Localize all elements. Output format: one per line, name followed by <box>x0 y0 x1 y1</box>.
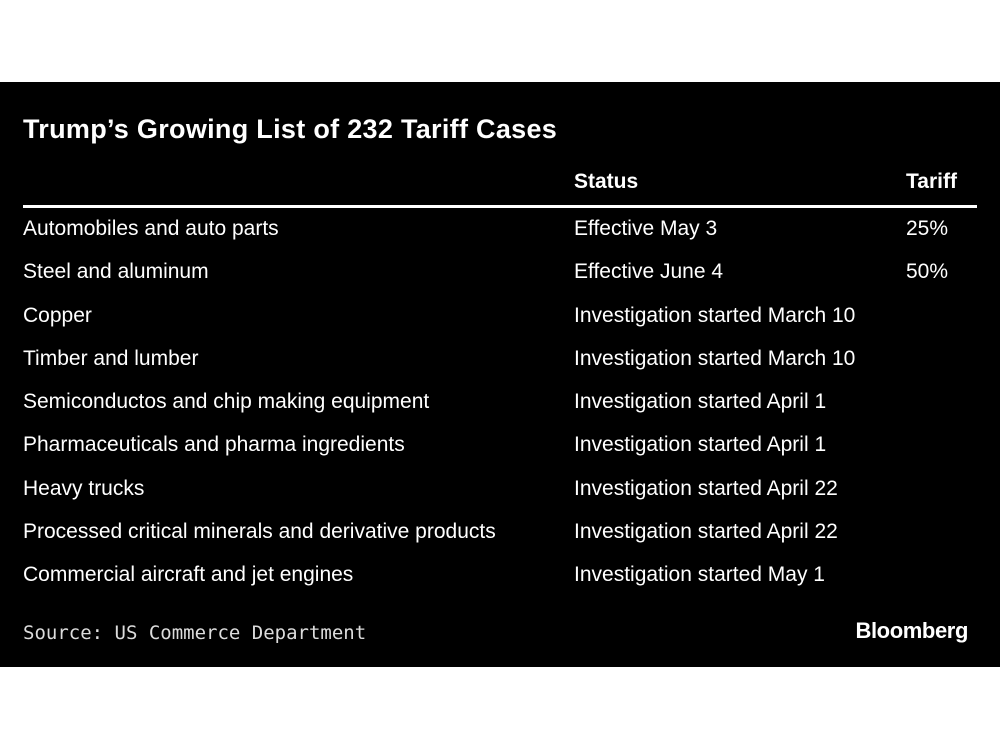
product-cell: Processed critical minerals and derivative products <box>23 520 496 544</box>
status-cell: Investigation started April 1 <box>574 433 827 457</box>
source-note: Source: US Commerce Department <box>23 622 367 644</box>
status-cell: Investigation started April 1 <box>574 390 827 414</box>
product-cell: Copper <box>23 303 92 327</box>
product-cell: Semiconductos and chip making equipment <box>23 390 430 414</box>
table-row <box>0 471 1000 514</box>
status-cell: Investigation started April 22 <box>574 476 838 500</box>
table-row <box>0 514 1000 557</box>
status-cell: Effective May 3 <box>574 217 718 240</box>
product-cell: Automobiles and auto parts <box>23 217 279 240</box>
product-cell: Steel and aluminum <box>23 260 209 284</box>
table-row <box>0 341 1000 384</box>
column-header-status: Status <box>574 170 639 193</box>
product-cell: Commercial aircraft and jet engines <box>23 563 354 587</box>
header-divider <box>23 205 977 208</box>
table-row <box>0 211 1000 254</box>
product-cell: Heavy trucks <box>23 476 145 500</box>
status-cell: Investigation started April 22 <box>574 520 838 544</box>
product-cell: Timber and lumber <box>23 346 199 370</box>
table-card <box>0 82 1000 667</box>
table-row <box>0 298 1000 341</box>
status-cell: Investigation started March 10 <box>574 303 856 327</box>
status-cell: Investigation started March 10 <box>574 346 856 370</box>
column-header-tariff: Tariff <box>906 170 957 193</box>
bloomberg-logo: Bloomberg <box>855 618 968 643</box>
table-row <box>0 384 1000 427</box>
table-body <box>0 211 1000 601</box>
table-row <box>0 254 1000 297</box>
tariff-cell: 50% <box>906 260 949 284</box>
product-cell: Pharmaceuticals and pharma ingredients <box>23 433 405 457</box>
table-row <box>0 427 1000 470</box>
chart-title: Trump’s Growing List of 232 Tariff Cases <box>23 114 558 144</box>
status-cell: Investigation started May 1 <box>574 563 825 587</box>
status-cell: Effective June 4 <box>574 260 724 284</box>
tariff-cell: 25% <box>906 217 949 240</box>
table-row <box>0 557 1000 600</box>
